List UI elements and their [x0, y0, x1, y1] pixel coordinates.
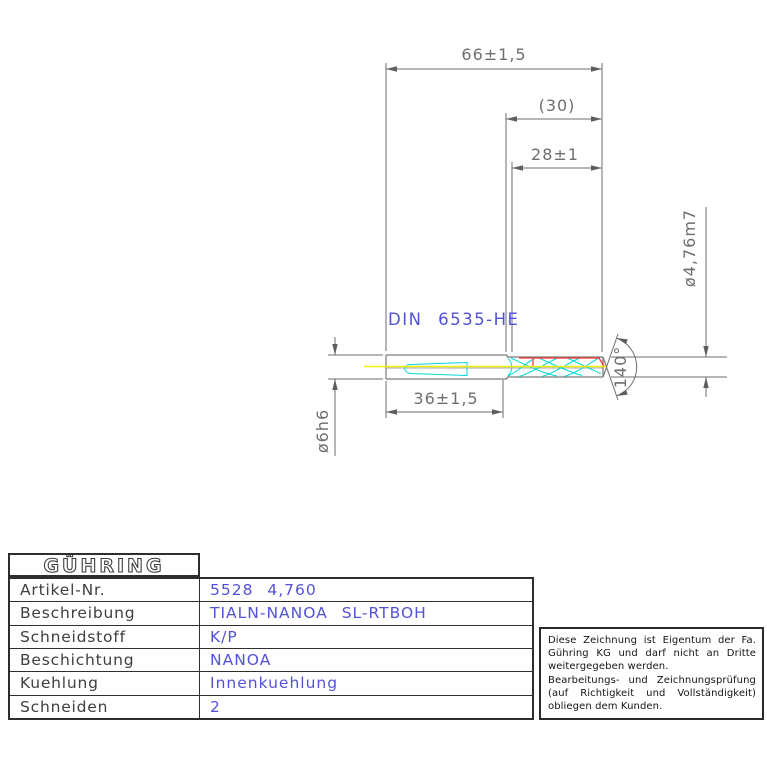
row-label: Schneiden	[10, 696, 200, 718]
guehring-logo-text: GÜHRING	[43, 555, 165, 577]
dimension-usable-length	[512, 145, 602, 171]
disclaimer-line: Bearbeitungs- und Zeichnungsprüfung	[548, 674, 756, 686]
dimension-flute-length	[506, 96, 602, 122]
dimension-flute-length-label: (30)	[538, 96, 576, 115]
disclaimer-line: Diese Zeichnung ist Eigentum der Fa.	[548, 635, 756, 646]
dimension-usable-length-label: 28±1	[531, 145, 579, 164]
disclaimer-line: obliegen dem Kunden.	[548, 701, 663, 713]
table-row	[10, 696, 532, 718]
row-value: 2	[210, 697, 221, 716]
dimension-overall-length	[386, 45, 602, 72]
disclaimer-line: weitergegeben werden.	[548, 661, 669, 673]
dimension-drill-diameter-label: ø4,76m7	[680, 208, 699, 288]
shank-clamping-flat	[405, 363, 467, 376]
table-row	[10, 626, 532, 649]
dimension-overall-length-label: 66±1,5	[461, 45, 527, 64]
row-value: NANOA	[210, 651, 272, 670]
table-row	[10, 602, 532, 625]
cutting-edge-highlight	[519, 358, 604, 366]
manufacturer-logo-box	[8, 553, 200, 577]
table-row	[10, 672, 532, 695]
dimension-shank-length	[386, 389, 503, 415]
table-row	[10, 579, 532, 602]
row-value: Innenkuehlung	[210, 674, 339, 693]
row-label: Beschreibung	[10, 602, 200, 624]
dimension-point-angle	[607, 334, 637, 400]
row-label: Artikel-Nr.	[10, 579, 200, 601]
disclaimer-line: Gühring KG und darf nicht an Dritte	[548, 648, 756, 660]
row-label: Schneidstoff	[10, 626, 200, 648]
dimension-shank-diameter-label: ø6h6	[313, 408, 332, 454]
dimension-drill-diameter	[680, 207, 709, 397]
row-value: K/P	[210, 627, 238, 646]
row-label: Beschichtung	[10, 649, 200, 671]
extension-lines	[328, 63, 727, 418]
dimension-point-angle-label: 140°	[611, 345, 630, 389]
dimension-shank-length-label: 36±1,5	[413, 389, 479, 408]
row-value: TIALN-NANOA SL-RTBOH	[210, 604, 427, 623]
disclaimer-line: (auf Richtigkeit und Vollständigkeit)	[548, 687, 756, 699]
ownership-disclaimer-box	[539, 627, 764, 720]
table-row	[10, 649, 532, 672]
row-label: Kuehlung	[10, 672, 200, 694]
guehring-logo	[10, 555, 198, 577]
row-value: 5528 4,760	[210, 581, 317, 600]
title-block-table	[8, 577, 534, 720]
shank-standard-label: DIN 6535-HE	[388, 310, 520, 329]
